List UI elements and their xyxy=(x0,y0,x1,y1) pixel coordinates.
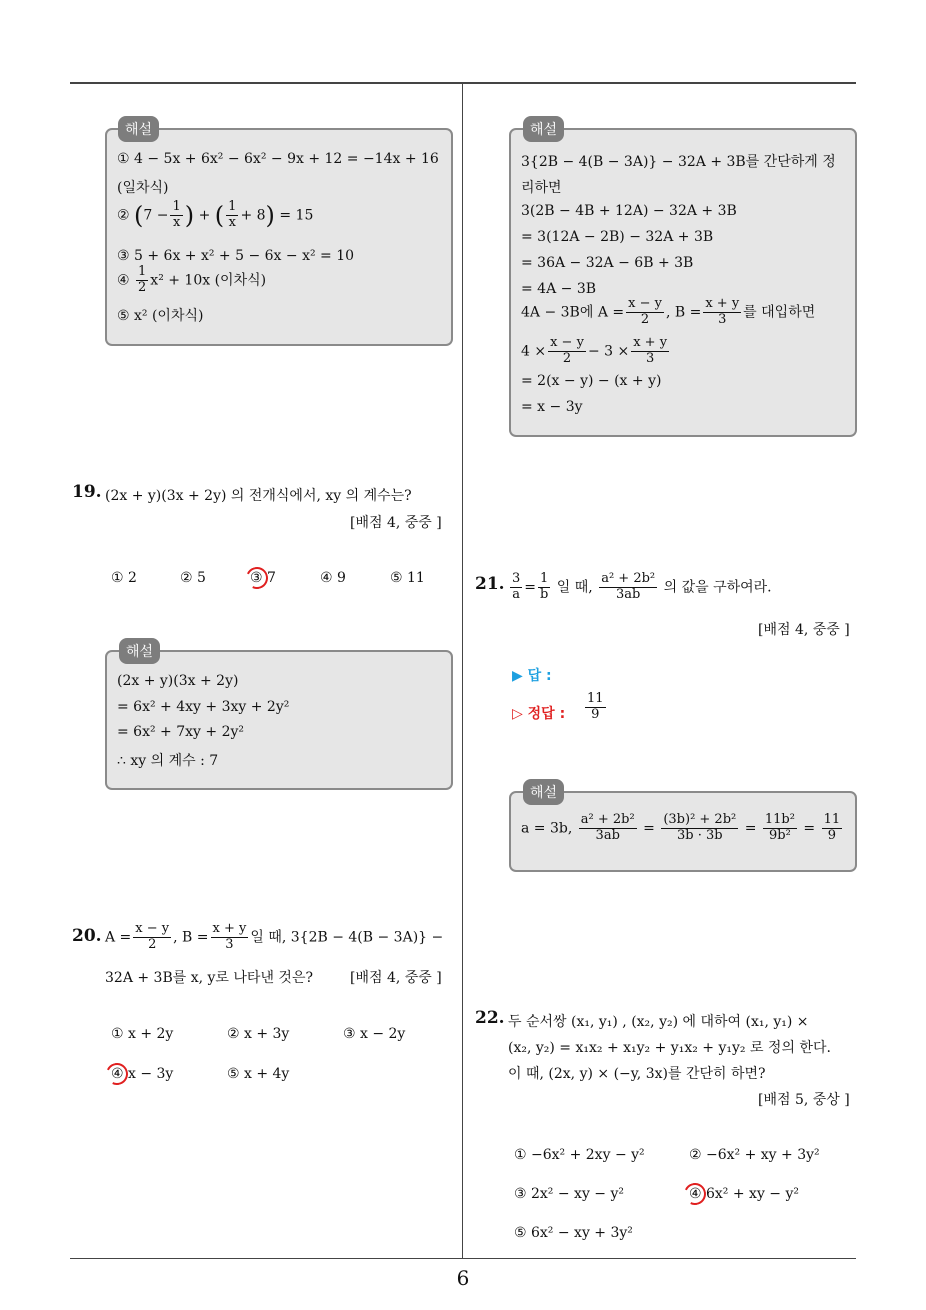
box3-line2: = 6x² + 4xy + 3xy + 2y² xyxy=(117,699,290,715)
box1-line4: ③ 5 + 6x + x² + 5 − 6x − x² = 10 xyxy=(117,248,355,264)
question-text-22-line2: (x₂, y₂) = x₁x₂ + x₁y₂ + y₁x₂ + y₁y₂ 로 정의 한다. xyxy=(508,1040,831,1056)
box2-line5: = 36A − 32A − 6B + 3B xyxy=(521,255,694,271)
explanation-tag: 해설 xyxy=(118,116,159,142)
choice-22-1[interactable]: ① −6x² + 2xy − y² xyxy=(514,1147,645,1163)
answer-mark-circle xyxy=(681,1180,709,1208)
bottom-rule xyxy=(70,1258,856,1259)
correct-answer-label: ▷ 정답 : xyxy=(512,706,566,722)
question-number-21: 21. xyxy=(475,574,505,594)
correct-answer-value: $\frac{11}{9}$ xyxy=(587,691,604,722)
box4-line1: a = 3b, $\frac{\text{a² + 2b²}}{3ab}$ = $\frac{\text{(3b)² + 2b²}}{3b \cdot 3b}$ = $\frac{\text{11b²}}{\text{9b²}}$ = $\frac{11}{9}$ xyxy=(521,812,841,843)
box1-line1: ① 4 − 5x + 6x² − 6x² − 9x + 12 = −14x + 16 xyxy=(117,151,439,167)
answer-mark-circle xyxy=(243,564,271,592)
top-rule xyxy=(70,82,856,84)
question-number-19: 19. xyxy=(72,482,102,502)
score-21: [배점 4, 중중 ] xyxy=(758,622,850,638)
choice-19-1[interactable]: ① 2 xyxy=(111,570,137,586)
choice-20-3[interactable]: ③ x − 2y xyxy=(343,1026,406,1042)
score-20: [배점 4, 중중 ] xyxy=(350,970,442,986)
choice-19-5[interactable]: ⑤ 11 xyxy=(390,570,425,586)
question-text-22-line1: 두 순서쌍 (x₁, y₁) , (x₂, y₂) 에 대하여 (x₁, y₁) × xyxy=(508,1014,809,1030)
box1-line2: (일차식) xyxy=(117,180,169,196)
choice-19-4[interactable]: ④ 9 xyxy=(320,570,346,586)
answer-input-label[interactable]: ▶ 답 : xyxy=(512,668,552,684)
choice-22-3[interactable]: ③ 2x² − xy − y² xyxy=(514,1186,625,1202)
question-number-22: 22. xyxy=(475,1008,505,1028)
page-number: 6 xyxy=(456,1266,470,1290)
choice-19-2[interactable]: ② 5 xyxy=(180,570,206,586)
choice-22-5[interactable]: ⑤ 6x² − xy + 3y² xyxy=(514,1225,633,1241)
choice-19-3[interactable]: ③ 7 xyxy=(250,570,276,586)
box2-line2: 리하면 xyxy=(521,180,562,196)
box1-line3: ② (7 − $\frac{1}{x}$ ) + ( $\frac{1}{x}$ + 8) = 15 xyxy=(117,199,314,230)
box2-line9: = 2(x − y) − (x + y) xyxy=(521,373,662,389)
question-text-20-line2: 32A + 3B를 x, y로 나타낸 것은? xyxy=(105,970,313,986)
explanation-tag: 해설 xyxy=(119,638,160,664)
box2-line7: 4A − 3B에 A = $\frac{x - y}{2}$ , B = $\frac{x + y}{3}$ 를 대입하면 xyxy=(521,296,816,327)
question-text-22-line3: 이 때, (2x, y) × (−y, 3x)를 간단히 하면? xyxy=(508,1066,766,1082)
choice-22-4[interactable]: ④ 6x² + xy − y² xyxy=(689,1186,800,1202)
box2-line10: = x − 3y xyxy=(521,399,583,415)
explanation-tag: 해설 xyxy=(523,779,564,805)
choice-22-2[interactable]: ② −6x² + xy + 3y² xyxy=(689,1147,820,1163)
choice-20-4[interactable]: ④ x − 3y xyxy=(111,1066,174,1082)
box2-line8: 4 × $\frac{x - y}{2}$ − 3 × $\frac{x + y}{3}$ xyxy=(521,335,668,366)
box2-line3: 3(2B − 4B + 12A) − 32A + 3B xyxy=(521,203,737,219)
box3-line3: = 6x² + 7xy + 2y² xyxy=(117,724,244,740)
box2-line1: 3{2B − 4(B − 3A)} − 32A + 3B를 간단하게 정 xyxy=(521,154,836,170)
answer-mark-circle xyxy=(103,1060,131,1088)
question-text-20-line1: A = $\frac{x - y}{2}$ , B = $\frac{x + y}{3}$ 일 때, 3{2B − 4(B − 3A)} − xyxy=(105,921,444,952)
box3-line1: (2x + y)(3x + 2y) xyxy=(117,673,239,689)
score-19: [배점 4, 중중 ] xyxy=(350,515,442,531)
score-22: [배점 5, 중상 ] xyxy=(758,1092,850,1108)
choice-20-1[interactable]: ① x + 2y xyxy=(111,1026,174,1042)
question-number-20: 20. xyxy=(72,926,102,946)
box2-line4: = 3(12A − 2B) − 32A + 3B xyxy=(521,229,714,245)
box2-line6: = 4A − 3B xyxy=(521,281,597,297)
question-text-19: (2x + y)(3x + 2y) 의 전개식에서, xy 의 계수는? xyxy=(105,488,412,504)
choice-20-5[interactable]: ⑤ x + 4y xyxy=(227,1066,290,1082)
box1-line5: ④ $\frac{1}{2}$ x² + 10x (이차식) xyxy=(117,264,267,295)
box1-line6: ⑤ x² (이차식) xyxy=(117,308,204,324)
box3-line4: ∴ xy 의 계수 : 7 xyxy=(117,753,219,769)
question-text-21: $\frac{3}{a}$ = $\frac{1}{b}$ 일 때, $\frac{\text{a² + 2b²}}{3ab}$ 의 값을 구하여라. xyxy=(512,571,772,602)
choice-20-2[interactable]: ② x + 3y xyxy=(227,1026,290,1042)
explanation-tag: 해설 xyxy=(523,116,564,142)
column-divider xyxy=(462,84,463,1258)
